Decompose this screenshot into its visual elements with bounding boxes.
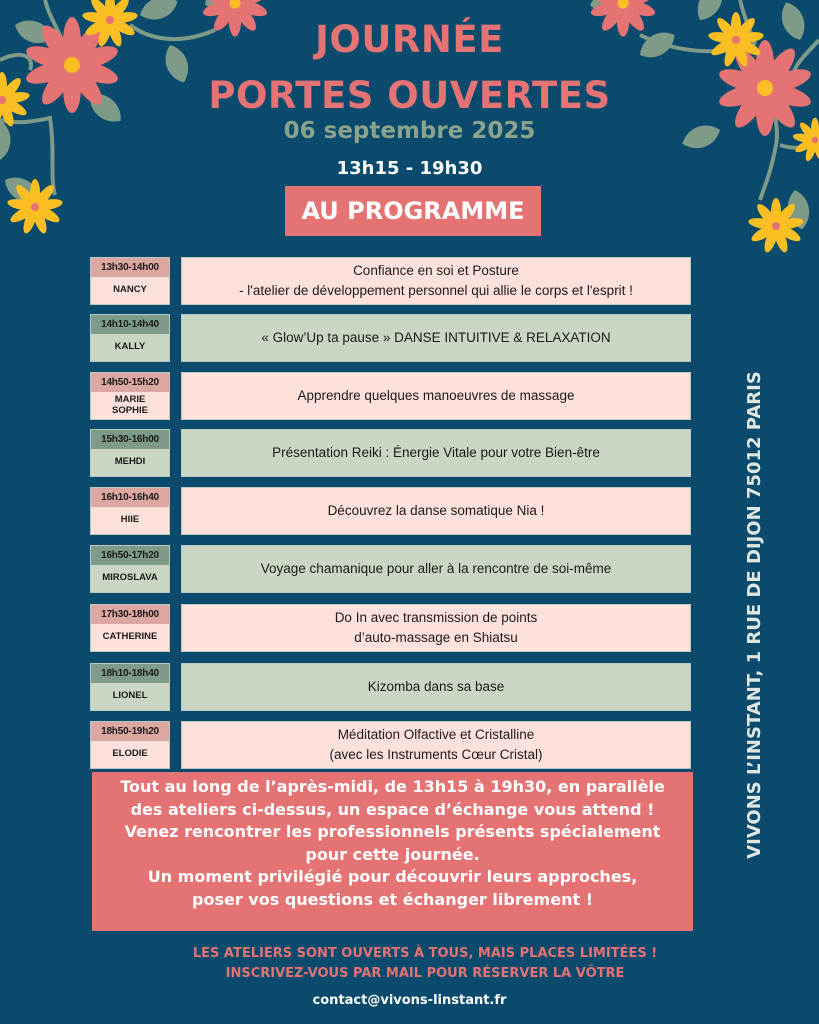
time-slot: 14h50-15h20: [91, 373, 169, 392]
time-slot-box: [90, 545, 170, 593]
time-slot: 17h30-18h00: [91, 605, 169, 624]
time-slot-box: [90, 721, 170, 769]
time-slot-box: [90, 372, 170, 420]
registration-notice: [185, 944, 665, 984]
time-slot-box: [90, 257, 170, 305]
workshop-title: Confiance en soi et Posture - l'atelier de développement personnel qui allie le corps et l'esprit !: [181, 257, 691, 305]
workshop-title: « Glow’Up ta pause » DANSE INTUITIVE & RELAXATION: [181, 314, 691, 362]
info-line: Venez rencontrer les professionnels présents spécialement: [124, 822, 661, 841]
time-slot: 14h10-14h40: [91, 315, 169, 334]
workshop-title: Apprendre quelques manoeuvres de massage: [181, 372, 691, 420]
contact-email-link[interactable]: contact@vivons-linstant.fr: [312, 993, 507, 1008]
presenter-name: HIIE: [91, 507, 169, 534]
workshop-title: Do In avec transmission de points d’auto-massage en Shiatsu: [181, 604, 691, 652]
time-slot-box: [90, 663, 170, 711]
workshop-title: Voyage chamanique pour aller à la rencontre de soi-même: [181, 545, 691, 593]
schedule-row: [90, 604, 691, 652]
time-slot: 15h30-16h00: [91, 430, 169, 449]
workshop-title: Kizomba dans sa base: [181, 663, 691, 711]
venue-address: VIVONS L’INSTANT, 1 RUE DE DIJON 75012 PARIS: [744, 371, 765, 859]
workshop-title: Méditation Olfactive et Cristalline (avec les Instruments Cœur Cristal): [181, 721, 691, 769]
info-line: pour cette journée.: [305, 844, 480, 864]
schedule-row: [90, 257, 691, 305]
workshop-title: Découvrez la danse somatique Nia !: [181, 487, 691, 535]
workshop-title: Présentation Reiki : Énergie Vitale pour votre Bien-être: [181, 429, 691, 477]
notice-line1: LES ATELIERS SONT OUVERTS À TOUS, MAIS PLACES LIMITÉES !: [192, 946, 658, 961]
info-line: des ateliers ci-dessus, un espace d’échange vous attend !: [130, 799, 655, 819]
info-line: Un moment privilégié pour découvrir leurs approches,: [147, 867, 638, 886]
event-date: 06 septembre 2025: [283, 118, 536, 144]
schedule-row: [90, 721, 691, 769]
time-slot: 16h10-16h40: [91, 488, 169, 507]
schedule-row: [90, 487, 691, 535]
info-box: [92, 772, 693, 931]
presenter-name: MIROSLAVA: [91, 565, 169, 592]
schedule-row: [90, 429, 691, 477]
event-title-line1: JOURNÉE: [315, 18, 504, 61]
presenter-name: MEHDI: [91, 449, 169, 476]
presenter-name: MARIE SOPHIE: [91, 392, 169, 419]
time-slot: 18h50-19h20: [91, 722, 169, 741]
info-line: Tout au long de l’après-midi, de 13h15 à 19h30, en parallèle: [120, 777, 665, 796]
presenter-name: NANCY: [91, 277, 169, 304]
notice-line2: INSCRIVEZ-VOUS PAR MAIL POUR RÉSERVER LA VÔTRE: [225, 966, 625, 981]
presenter-name: CATHERINE: [91, 624, 169, 651]
presenter-name: LIONEL: [91, 683, 169, 710]
time-slot-box: [90, 604, 170, 652]
event-title-line2: PORTES OUVERTES: [208, 74, 611, 117]
presenter-name: KALLY: [91, 334, 169, 361]
program-heading: AU PROGRAMME: [285, 186, 541, 236]
schedule-row: [90, 314, 691, 362]
time-slot-box: [90, 314, 170, 362]
schedule-row: [90, 663, 691, 711]
time-slot: 16h50-17h20: [91, 546, 169, 565]
schedule-row: [90, 372, 691, 420]
time-slot: 18h10-18h40: [91, 664, 169, 683]
time-slot-box: [90, 429, 170, 477]
event-hours: 13h15 - 19h30: [336, 158, 483, 179]
presenter-name: ELODIE: [91, 741, 169, 768]
info-line: poser vos questions et échanger librement !: [192, 889, 593, 909]
time-slot-box: [90, 487, 170, 535]
schedule-row: [90, 545, 691, 593]
time-slot: 13h30-14h00: [91, 258, 169, 277]
